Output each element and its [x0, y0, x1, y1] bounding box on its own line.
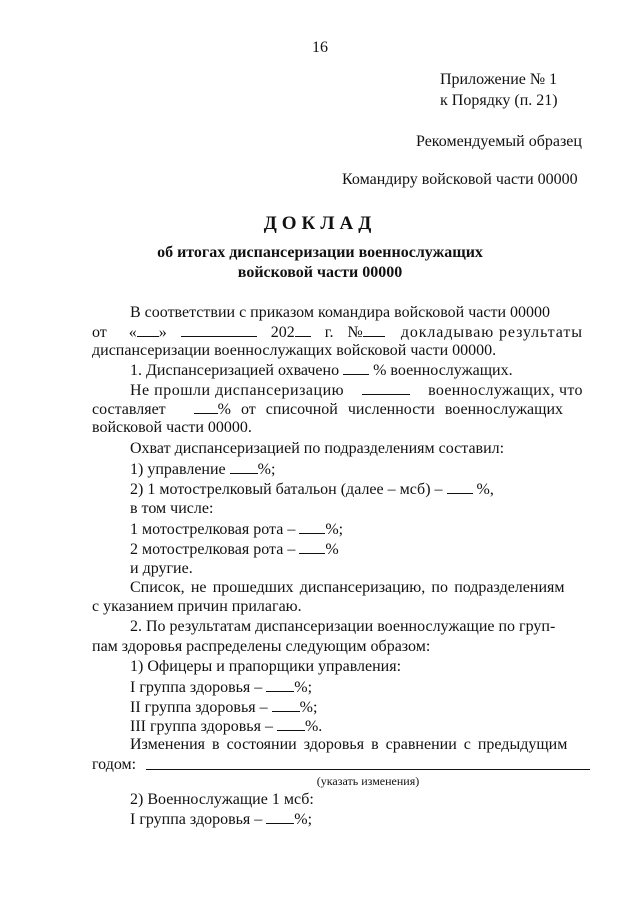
- item-battalion: [130, 479, 494, 500]
- management-label: 1) управление: [130, 461, 226, 478]
- intro-line-2: [92, 322, 598, 343]
- p1-tail: % военнослужащих.: [373, 362, 513, 379]
- list-text: Список, не прошедших диспансеризацию, по подразделениям: [130, 579, 565, 596]
- p2-line-1: [130, 617, 555, 637]
- not-passed-line-1: [130, 380, 583, 401]
- company-2-label: 2 мотострелковая рота –: [130, 541, 296, 558]
- p1-line: [130, 360, 513, 381]
- covered-blank: [343, 360, 369, 375]
- list-line-2: с указанием причин прилагаю.: [92, 598, 302, 615]
- company-1-blank: [299, 519, 325, 534]
- percent-of-tail: % от списочной численности военнослужащих: [217, 401, 564, 418]
- intro-rest: докладываю результаты: [400, 324, 583, 341]
- msb-group-1-tail: %;: [294, 811, 313, 828]
- changes-text: Изменения в состоянии здоровья в сравнении с предыдущим: [130, 736, 568, 753]
- item-company-2: [130, 539, 339, 560]
- changes-line-1: [130, 735, 567, 755]
- officers-label: 1) Офицеры и прапорщики управления:: [130, 658, 402, 675]
- not-passed-text: Не прошли диспансеризацию: [130, 382, 345, 399]
- group-1-tail: %;: [294, 679, 313, 696]
- group-3-tail: %.: [304, 718, 323, 735]
- quote-close: »: [158, 324, 167, 341]
- not-passed-blank: [362, 380, 410, 395]
- quote-open: «: [128, 324, 137, 341]
- group-1-line: [130, 677, 312, 698]
- appendix-line-1: Приложение № 1: [440, 71, 558, 88]
- including-label: в том числе:: [130, 500, 214, 517]
- document-subtitle-1: об итогах диспансеризации военнослужащих: [157, 244, 483, 261]
- group-1-label: I группа здоровья –: [130, 679, 263, 696]
- battalion-label: 2) 1 мотострелковый батальон (далее – мсб) –: [130, 481, 443, 498]
- number-blank: [363, 322, 385, 337]
- percent-blank: [194, 399, 218, 414]
- not-passed-line-2: [92, 399, 563, 420]
- percent-of-text: составляет: [92, 401, 166, 418]
- p2-line-2: пам здоровья распределены следующим образом:: [92, 638, 431, 655]
- not-passed-tail: военнослужащих, что: [428, 382, 583, 399]
- others-label: и другие.: [130, 560, 193, 577]
- group-3-label: III группа здоровья –: [130, 718, 273, 735]
- not-passed-line-3: войсковой части 00000.: [92, 419, 252, 436]
- addressee: Командиру войсковой части 00000: [342, 171, 578, 188]
- changes-blank: [146, 769, 590, 770]
- sample-label: Рекомендуемый образец: [416, 133, 582, 150]
- document-title: ДОКЛАД: [263, 213, 377, 234]
- appendix-line-2: к Порядку (п. 21): [440, 92, 558, 109]
- item-management: [130, 459, 275, 480]
- msb-label: 2) Военнослужащие 1 мсб:: [130, 791, 314, 808]
- company-2-blank: [299, 539, 325, 554]
- month-blank: [181, 322, 257, 337]
- intro-line-1: В соответствии с приказом командира войсковой части 00000: [130, 304, 551, 321]
- intro-ot: от: [92, 324, 107, 341]
- management-tail: %;: [257, 461, 276, 478]
- group-1-blank: [266, 677, 294, 692]
- changes-line-2: годом:: [92, 756, 137, 773]
- group-2-blank: [272, 697, 300, 712]
- year-blank: [295, 322, 311, 337]
- management-blank: [230, 459, 258, 474]
- company-2-tail: %: [325, 541, 339, 558]
- battalion-blank: [447, 479, 473, 494]
- item-company-1: [130, 519, 343, 540]
- group-2-tail: %;: [299, 699, 318, 716]
- changes-hint: (указать изменения): [316, 774, 420, 788]
- year-g: г.: [324, 324, 334, 341]
- year-prefix: 202: [270, 324, 295, 341]
- day-blank: [137, 322, 159, 337]
- msb-group-1-label: I группа здоровья –: [130, 811, 263, 828]
- group-3-line: [130, 716, 322, 737]
- p1-text: 1. Диспансеризацией охвачено: [130, 362, 340, 379]
- company-1-label: 1 мотострелковая рота –: [130, 521, 296, 538]
- group-2-line: [130, 697, 317, 718]
- company-1-tail: %;: [325, 521, 344, 538]
- p2-text: 2. По результатам диспансеризации военнослужащие по груп-: [130, 618, 556, 635]
- group-2-label: II группа здоровья –: [130, 699, 268, 716]
- group-3-blank: [277, 716, 305, 731]
- intro-line-3: диспансеризации военнослужащих войсковой части 00000.: [92, 342, 497, 359]
- msb-group-1-blank: [266, 809, 294, 824]
- battalion-tail: %,: [476, 481, 494, 498]
- number-sign: №: [347, 324, 363, 341]
- coverage-heading: Охват диспансеризацией по подразделениям составил:: [130, 440, 505, 457]
- document-subtitle-2: войсковой части 00000: [237, 264, 403, 281]
- list-line-1: [130, 578, 565, 598]
- page-number: 16: [312, 39, 328, 56]
- msb-group-1-line: [130, 809, 312, 830]
